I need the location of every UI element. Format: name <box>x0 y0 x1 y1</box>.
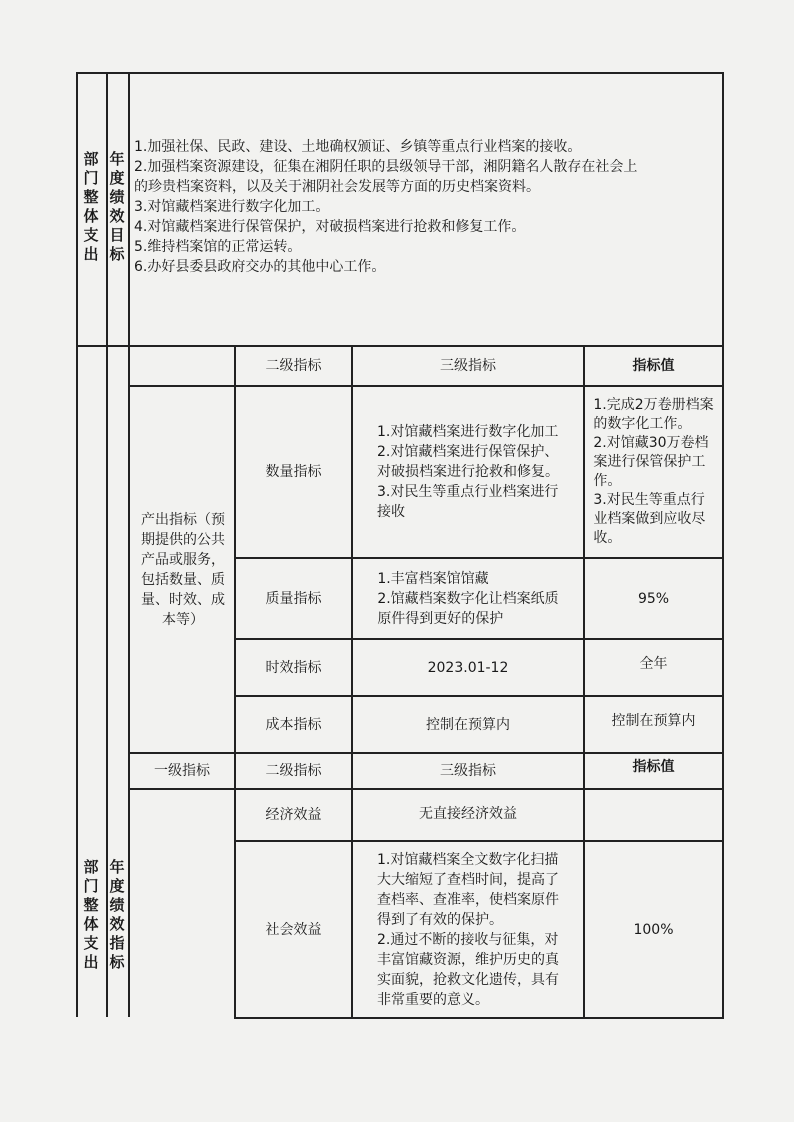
section1-label-b: 年度绩效目标 <box>109 150 125 263</box>
header2-level3: 三级指标 <box>440 763 496 779</box>
section2-label-b: 年度绩效指标 <box>109 858 125 971</box>
text-line: 对破损档案进行抢救和修复。 <box>377 464 559 480</box>
row-timeliness-level2: 时效指标 <box>265 659 322 676</box>
goal-line: 4.对馆藏档案进行保管保护，对破损档案进行抢救和修复工作。 <box>134 219 526 235</box>
row-timeliness-level3: 2023.01-12 <box>427 659 509 676</box>
row-cost-value: 控制在预算内 <box>611 713 696 729</box>
row-quality-level3 <box>353 559 583 638</box>
text-line: 案进行保管保护工 <box>593 454 706 470</box>
header2-level1: 一级指标 <box>154 763 210 779</box>
row-quality-value: 95% <box>637 590 670 607</box>
text-line: 1.对馆藏档案进行数字化加工 <box>377 424 559 440</box>
row-cost-level2: 成本指标 <box>265 716 322 733</box>
row-social-value: 100% <box>633 921 674 938</box>
text-line: 2.通过不断的接收与征集，对 <box>377 931 559 948</box>
section1-label-a: 部门整体支出 <box>83 150 99 263</box>
goal-line: 2.加强档案资源建设，征集在湘阴任职的县级领导干部，湘阴籍名人散存在社会上 <box>134 159 638 175</box>
row-timeliness-value: 全年 <box>639 656 668 672</box>
row-economic-level3: 无直接经济效益 <box>419 806 517 822</box>
text-line: 接收 <box>377 504 405 520</box>
text-line: 查档率、查准率，使档案原件 <box>377 891 559 908</box>
header2-value: 指标值 <box>632 759 675 775</box>
row-cost-level3: 控制在预算内 <box>426 716 510 733</box>
goal-line: 5.维持档案馆的正常运转。 <box>134 239 302 255</box>
output-indicator-text: 产出指标（预期提供的公共产品或服务，包括数量、质量、时效、成本等） <box>141 511 225 628</box>
text-line: 大大缩短了查档时间，提高了 <box>377 871 559 888</box>
rule <box>128 72 130 1017</box>
text-line: 2.对馆藏档案进行保管保护、 <box>377 444 559 460</box>
text-line: 作。 <box>593 473 622 489</box>
text-line: 的数字化工作。 <box>593 416 692 432</box>
row-quantity-level3 <box>353 387 583 557</box>
text-line: 3.对民生等重点行 <box>593 492 705 508</box>
header-level2: 二级指标 <box>265 358 322 374</box>
row-economic-level2: 经济效益 <box>265 807 322 823</box>
text-line: 1.丰富档案馆馆藏 <box>377 570 489 587</box>
row-economic-value <box>585 790 722 840</box>
text-line: 2.馆藏档案数字化让档案纸质 <box>377 590 559 607</box>
header-value: 指标值 <box>632 358 675 374</box>
text-line: 2.对馆藏30万卷档 <box>593 435 709 451</box>
annual-goals <box>134 137 718 277</box>
goal-line: 6.办好县委县政府交办的其他中心工作。 <box>134 259 386 275</box>
text-line: 业档案做到应收尽 <box>593 511 706 527</box>
rule <box>234 1017 724 1019</box>
text-line: 1.对馆藏档案全文数字化扫描 <box>377 851 559 868</box>
text-line: 原件得到更好的保护 <box>377 610 504 627</box>
section2-label-a: 部门整体支出 <box>83 858 99 971</box>
rule <box>722 72 724 1017</box>
text-line: 实面貌，抢救文化遗传，具有 <box>377 971 559 988</box>
text-line: 1.完成2万卷册档案 <box>593 397 714 413</box>
header-level3: 三级指标 <box>440 358 496 374</box>
row-quantity-value <box>585 387 722 557</box>
goal-line: 的珍贵档案资料，以及关于湘阴社会发展等方面的历史档案资料。 <box>134 179 540 195</box>
goal-line: 3.对馆藏档案进行数字化加工。 <box>134 199 330 215</box>
row-social-level2: 社会效益 <box>265 921 322 938</box>
row-quantity-level2: 数量指标 <box>265 464 322 480</box>
text-line: 收。 <box>593 530 622 546</box>
row-social-level3 <box>353 842 583 1017</box>
text-line: 丰富馆藏资源，维护历史的真 <box>377 951 559 968</box>
row-quality-level2: 质量指标 <box>265 590 322 607</box>
header2-level2: 二级指标 <box>265 763 322 779</box>
rule <box>76 72 78 1017</box>
text-line: 3.对民生等重点行业档案进行 <box>377 484 559 500</box>
text-line: 非常重要的意义。 <box>377 991 489 1008</box>
rule <box>76 72 724 74</box>
text-line: 得到了有效的保护。 <box>377 911 503 928</box>
output-indicator-label <box>134 387 232 752</box>
goal-line: 1.加强社保、民政、建设、土地确权颁证、乡镇等重点行业档案的接收。 <box>134 139 582 155</box>
